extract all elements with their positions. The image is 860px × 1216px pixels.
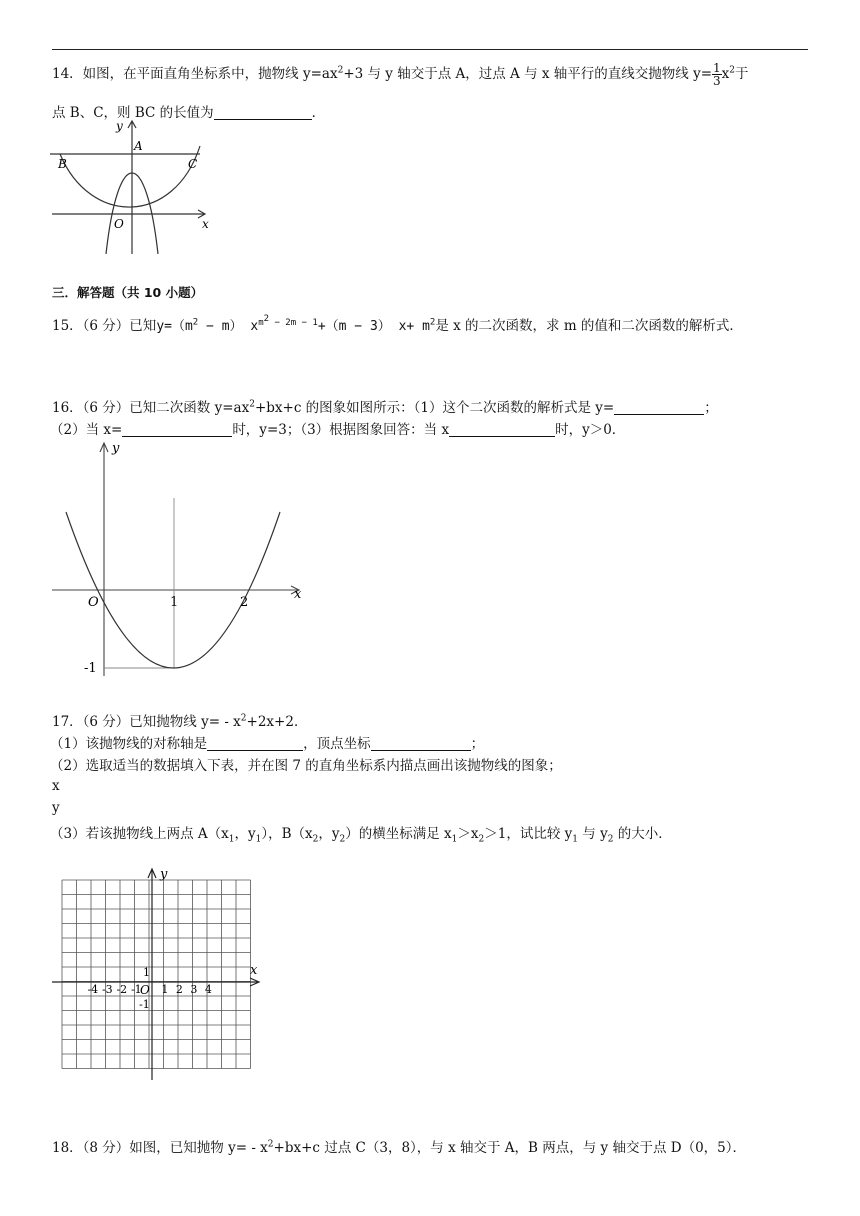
q16-label-y: y	[112, 441, 120, 456]
q14-fraction: $\frac{1}{3}$	[713, 61, 721, 88]
q17-grid-ytick-neg1: -1	[139, 998, 150, 1011]
q17-line3: （2）选取适当的数据填入下表，并在图 7 的直角坐标系内描点画出该抛物线的图象；	[50, 758, 562, 774]
q16-line1: 16．（6 分）已知二次函数 $y=ax^2+bx+c$ 的图象如图所示：（1）这个二次函数的解析式是 y= ；	[52, 399, 718, 416]
q14-label-C: C	[188, 157, 198, 171]
q17-grid-xtick: -1	[130, 983, 142, 996]
q17-grid-xtick: -4	[87, 983, 99, 996]
q17-grid-label-y: y	[160, 867, 168, 882]
q18-line1: 18．（8 分）如图，已知抛物 $y= - x^2+bx+c$ 过点 C（3，8），与 x 轴交于 A，B 两点，与 y 轴交于点 D（0，5）．	[52, 1139, 747, 1156]
q16-tick-neg1: -1	[84, 661, 97, 676]
q17-grid-xtick: 2	[175, 983, 183, 996]
q17-grid-xtick: 3	[190, 983, 198, 996]
q17-grid-xtick: -3	[101, 983, 113, 996]
q14-label-y: y	[116, 119, 123, 133]
q17-grid-label-x: x	[250, 963, 258, 978]
q15-line: 15．（6 分）已知$y=(m^2 - m) x^{m^2 - 2m - 1}+(m - 3)$ $x+ m^2$是 x 的二次函数，求 m 的值和二次函数的解析式．	[52, 313, 743, 334]
q17-line2: （1）该抛物线的对称轴是 ，顶点坐标 ；	[50, 736, 485, 752]
q16-line2: （2）当 x= 时，y=3；（3）根据图象回答：当 x 时，y＞0．	[50, 422, 626, 438]
q14-label-O: O	[114, 217, 124, 231]
q17-line4: （3）若该抛物线上两点 $A(x_1$，$y_1$），$B(x_2$，$y_2$）的横坐标满足 $x_1>x_2>1$，试比较 $y_1$ 与 $y_2$ 的大小．	[50, 826, 672, 845]
q17-grid-xtick: 4	[204, 983, 212, 996]
q16-label-O: O	[88, 595, 99, 610]
q16-answer-blank-1[interactable]	[614, 400, 704, 415]
q16-label-x: x	[294, 587, 302, 602]
q17-grid-xtick: 1	[161, 983, 169, 996]
q14-figure	[50, 116, 215, 256]
section-title: 三．解答题（共 10 小题）	[52, 285, 204, 300]
header-rule	[52, 49, 808, 50]
q14-wide-parabola	[60, 146, 200, 207]
q17-grid-figure	[50, 866, 270, 1082]
q17-table-y: y	[52, 800, 60, 816]
q17-grid-ytick-1: 1	[143, 966, 150, 979]
q14-line1: 14．如图，在平面直角坐标系中，抛物线 $y=ax^2+3$ 与 y 轴交于点 A，过点 A 与 x 轴平行的直线交抛物线 y= $\frac{1}{3}$ $x^2$于	[52, 61, 749, 88]
q17-grid-label-O: O	[140, 983, 150, 997]
q14-label-A: A	[134, 139, 143, 153]
q17-answer-blank-axis[interactable]	[207, 736, 303, 751]
q16-answer-blank-3[interactable]	[449, 422, 555, 437]
q14-label-B: B	[58, 157, 67, 171]
q16-answer-blank-2[interactable]	[122, 422, 232, 437]
q14-line2: 点 B、C，则 BC 的长值为 ．	[52, 105, 326, 121]
q14-answer-blank[interactable]	[214, 105, 312, 120]
q16-figure	[48, 436, 310, 682]
q14-label-x: x	[202, 217, 209, 231]
q17-line1: 17．（6 分）已知抛物线 $y= - x^2+2x+2$．	[52, 713, 308, 730]
q17-answer-blank-vertex[interactable]	[371, 736, 471, 751]
q17-table-x: x	[52, 778, 60, 794]
q17-grid-xtick: -2	[116, 983, 128, 996]
q16-tick-2: 2	[240, 595, 249, 610]
q16-tick-1: 1	[170, 595, 179, 610]
q15-formula: $y=(m^2 - m) x^{m^2 - 2m - 1}+(m - 3)$ $x+ m^2$	[156, 313, 436, 334]
